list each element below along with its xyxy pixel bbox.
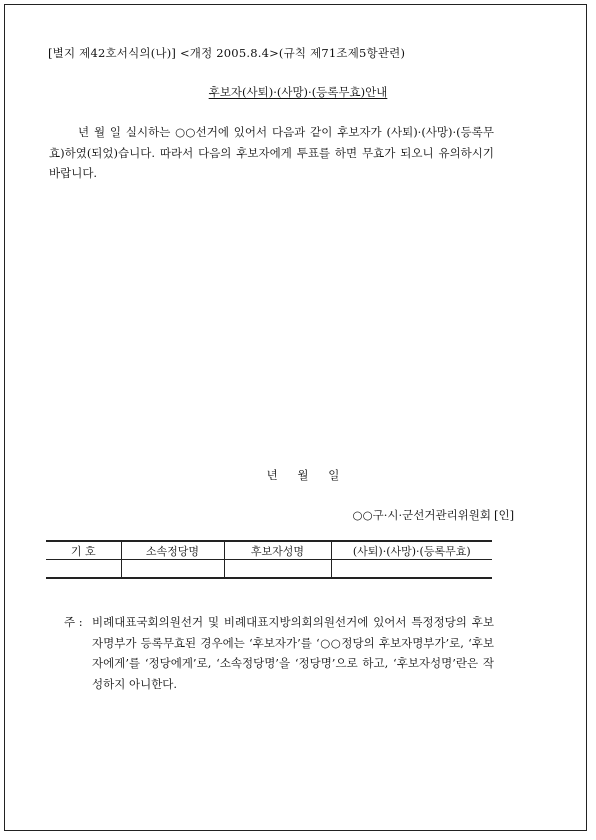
footnote-text: 비례대표국회의원선거 및 비례대표지방의회의원선거에 있어서 특정정당의 후보자명부가 등록무효된 경우에는 ‘후보자가’를 ‘○○정당의 후보자명부가’로, ‘후보자에게’를 ‘정당에게’로, ‘소속정당명’을 ‘정당명’으로 하고, ‘후보자성명’란은 작성하지 아니한다. bbox=[92, 615, 494, 691]
document-title bbox=[0, 84, 596, 100]
seal-mark: [인] bbox=[494, 508, 515, 522]
header-status: (사퇴)·(사망)·(등록무효) bbox=[331, 541, 492, 560]
footnote-label: 주 : bbox=[64, 615, 83, 629]
body-paragraph: 년 월 일 실시하는 ○○선거에 있어서 다음과 같이 후보자가 (사퇴)·(사망)·(등록무효)하였(되었)습니다. 따라서 다음의 후보자에게 투표를 하면 무효가 되오니 유의하시기 바랍니다. bbox=[49, 125, 494, 180]
header-number: 기 호 bbox=[46, 541, 121, 560]
footnote bbox=[64, 612, 494, 694]
table-cell[interactable] bbox=[224, 560, 331, 579]
header-party-name: 소속정당명 bbox=[121, 541, 224, 560]
form-reference: [별지 제42호서식의(나)] <개정 2005.8.4>(규칙 제71조제5항관련) bbox=[48, 46, 406, 60]
document-title-text: 후보자(사퇴)·(사망)·(등록무효)안내 bbox=[208, 85, 388, 99]
table-cell[interactable] bbox=[331, 560, 492, 579]
candidate-table bbox=[46, 540, 492, 579]
table-header-row bbox=[46, 541, 492, 560]
table-row bbox=[46, 560, 492, 579]
table-cell[interactable] bbox=[121, 560, 224, 579]
header-candidate-name: 후보자성명 bbox=[224, 541, 331, 560]
committee-name: ○○구·시·군선거관리위원회 bbox=[352, 508, 491, 522]
signature-date: 년 월 일 bbox=[266, 468, 340, 482]
table-cell[interactable] bbox=[46, 560, 121, 579]
